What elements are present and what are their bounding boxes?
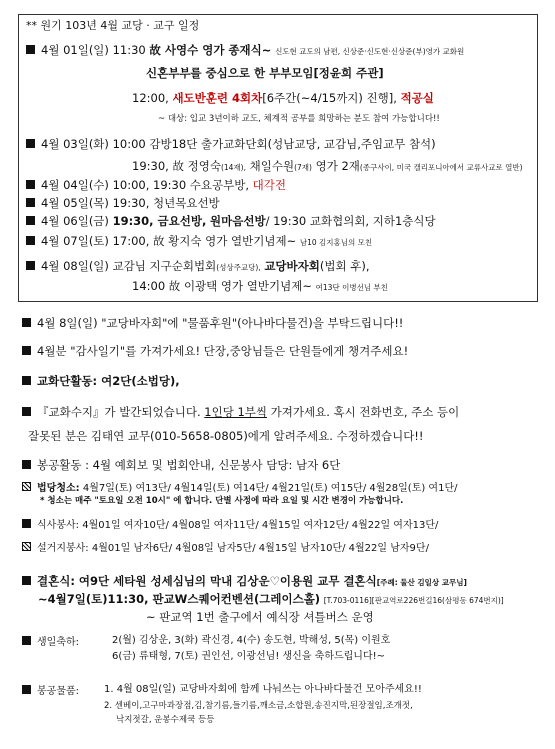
- notice-dish: 설거지봉사: 4월01일 남자6단/ 4월08일 남자5단/ 4월15일 남자10단/ 4월22일 남자9단/: [22, 542, 429, 554]
- schedule-apr07: 4월 07일(토) 17:00, 故 황지숙 영가 열반기념제~ 남10 김지홍님의 모친: [26, 236, 372, 248]
- goods-line2: 2. 센베이,고구마과장점,김,참기름,들기름,깨소금,소합원,송진지막,된장절임,조개젓,: [104, 701, 413, 711]
- schedule-apr08: 4월 08일(일) 교감님 지구순회법회(성상주교당), 교당바자회(법회 후),: [26, 261, 370, 273]
- notice-cleaning: 법당청소: 4월7일(토) 여13단/ 4월14일(토) 여14단/ 4월21일(토) 여15단/ 4월28일(토) 여1단/: [22, 482, 458, 494]
- wedding-line2: ~4월7일(토)11:30, 판교W스퀘어컨벤션(그레이스홀) [T.703-0116][판교역로226번길16(삼평동 674번지)]: [38, 592, 504, 606]
- bullet-square-icon: [22, 318, 31, 327]
- bullet-hatched-icon: [22, 542, 31, 551]
- bullet-square-icon: [26, 261, 35, 270]
- bullet-square-icon: [26, 180, 35, 189]
- memorial-apr03-line: 19:30, 故 정영숙(14재), 채일수원(7재) 영가 2재(종구사이, 미국 캘리포니아에서 교류사교로 열반): [132, 159, 523, 173]
- couple-meeting-line: 신혼부부를 중심으로 한 부부모임[정윤희 주관]: [146, 66, 384, 80]
- bullet-square-icon: [22, 519, 31, 528]
- bullet-square-icon: [22, 460, 31, 469]
- bullet-square-icon: [26, 198, 35, 207]
- bullet-square-icon: [26, 45, 35, 54]
- bullet-square-icon: [22, 636, 31, 645]
- notice-wedding: 결혼식: 여9단 세타원 성세심님의 막내 김상운♡이용원 교무 결혼식[주례: 둘산 김일상 교무님]: [22, 576, 467, 588]
- notice-service: 봉공활동 : 4월 예회보 및 법회안내, 신문봉사 담당: 남자 6단: [22, 460, 340, 472]
- memorial-apr08-line: 14:00 故 이광택 영가 열반기념제~ 여13단 이병선님 부친: [132, 279, 388, 293]
- schedule-header: ** 원기 103년 4월 교당 · 교구 일정: [26, 19, 200, 32]
- schedule-apr06: 4월 06일(금) 19:30, 금요선방, 원마음선방/ 19:30 교화협의회, 지하1층식당: [26, 216, 436, 228]
- birthday-line2: 6(금) 류태형, 7(토) 권인선, 이광선님! 생신을 축하드립니다!~: [112, 651, 386, 662]
- birthday-line1: 2(월) 김상운, 3(화) 곽신경, 4(수) 송도현, 박해성, 5(목) 이원호: [112, 635, 391, 646]
- notice-magazine-line2: 잘못된 분은 김태연 교무(010-5658-0805)에게 알려주세요. 수정하겠습니다!!: [28, 429, 424, 443]
- notice-bazaar: 4월 8일(일) "교당바자회"에 "물품후원"(아나바다물건)을 부탁드립니다!!: [22, 318, 403, 330]
- bullet-square-icon: [22, 346, 31, 355]
- notice-meal: 식사봉사: 4월01일 여자10단/ 4월08일 여자11단/ 4월15일 여자12단/ 4월22일 여자13단/: [22, 519, 438, 531]
- notice-activity: 교화단활동: 여2단(소법당),: [22, 376, 180, 388]
- bullet-square-icon: [22, 576, 31, 585]
- bullet-square-icon: [26, 236, 35, 245]
- notice-birthday: 생일축하:: [22, 636, 79, 648]
- newcomer-class-line: 12:00, 새도반훈련 4회차[6주간(~4/15까지) 진행], 적공실: [132, 91, 434, 105]
- cleaning-note: * 청소는 매주 "토요일 오전 10시" 에 합니다. 단별 사정에 따라 요일 및 시간 변경이 가능합니다.: [40, 496, 404, 506]
- goods-line1: 1. 4월 08일(일) 교당바자회에 함께 나눠쓰는 아나바다물건 모아주세요!!: [104, 684, 422, 695]
- wedding-line3: ~ 판교역 1번 출구에서 예식장 셔틀버스 운영: [146, 610, 374, 624]
- bullet-square-icon: [22, 407, 31, 416]
- bullet-square-icon: [26, 216, 35, 225]
- bullet-square-icon: [22, 685, 31, 694]
- notice-magazine: 『교화수지』가 발간되었습니다. 1인당 1부씩 가져가세요. 혹시 전화번호, 주소 등이: [22, 407, 459, 419]
- notice-goods: 봉공물품:: [22, 685, 79, 697]
- schedule-apr04: 4월 04일(수) 10:00, 19:30 수요공부방, 대각전: [26, 180, 286, 192]
- target-note: ~ 대상: 입교 3년이하 교도, 체계적 공부를 희망하는 분도 참여 가능합니다!!: [158, 114, 440, 124]
- notice-diary: 4월분 "감사일기"를 가져가세요! 단장,중앙님들은 단원들에게 챙겨주세요!: [22, 346, 408, 358]
- goods-line3: 낙지젓갈, 운봉수제쿡 등등: [116, 715, 215, 725]
- schedule-apr01: 4월 01일(일) 11:30 故 사영수 영가 종재식~ 신도현 교도의 남편, 신상준·신도현·신상준(부)영가 교화원: [26, 45, 464, 57]
- schedule-apr03: 4월 03일(화) 10:00 감방18단 출가교화단회(성남교당, 교감님,주임교무 참석): [26, 139, 436, 151]
- bullet-square-icon: [26, 139, 35, 148]
- bullet-square-icon: [22, 376, 31, 385]
- schedule-apr05: 4월 05일(목) 19:30, 청년목요선방: [26, 198, 220, 210]
- bullet-hatched-icon: [22, 482, 31, 491]
